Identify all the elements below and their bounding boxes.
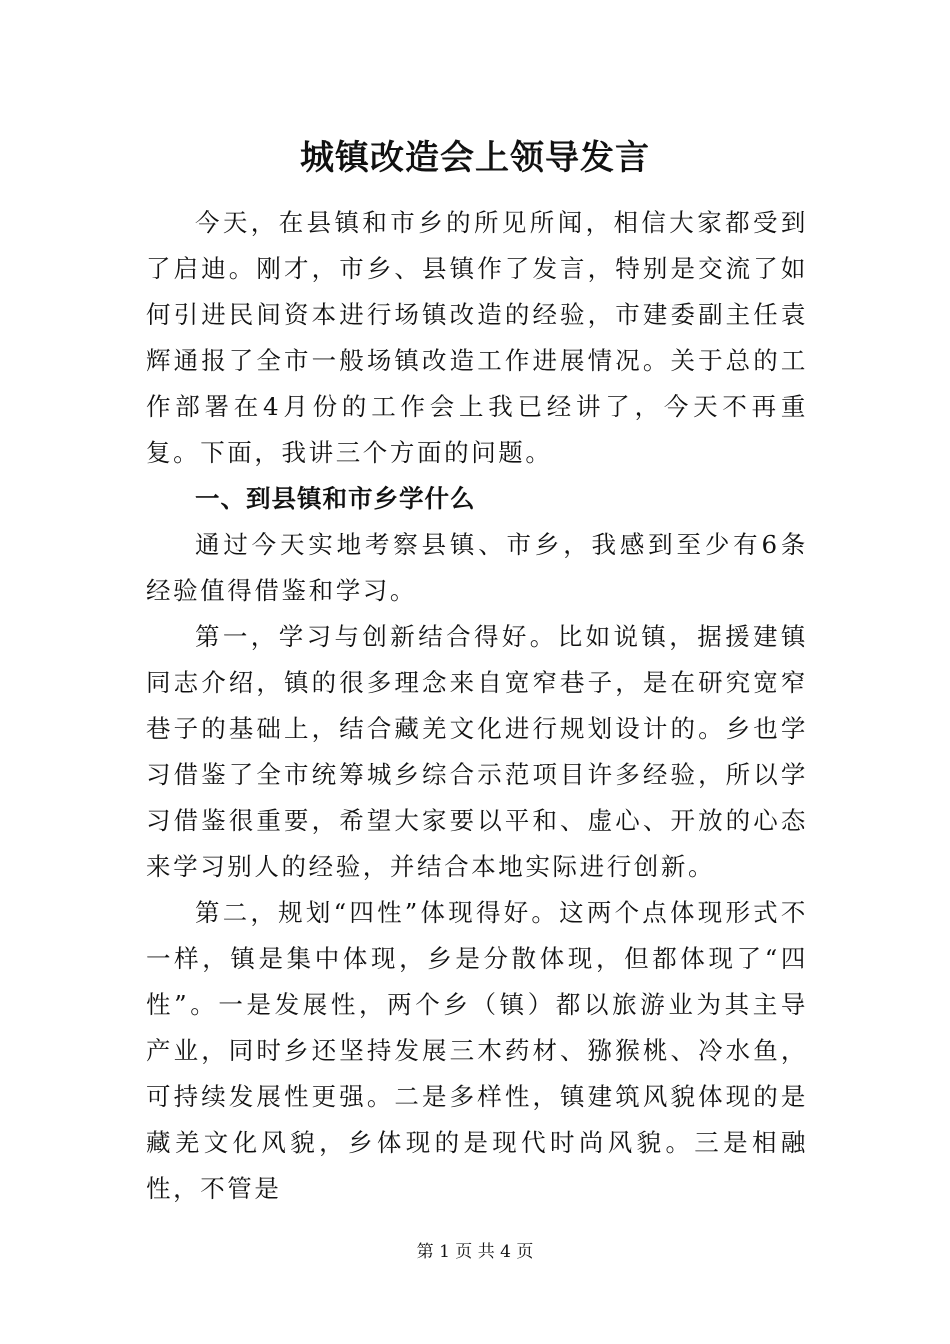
document-body — [146, 200, 808, 1212]
paragraph-experience: 通过今天实地考察县镇、市乡，我感到至少有6条经验值得借鉴和学习。 — [146, 530, 808, 605]
document-title: 城镇改造会上领导发言 — [300, 138, 650, 178]
paragraph-intro: 今天，在县镇和市乡的所见所闻，相信大家都受到了启迪。刚才，市乡、县镇作了发言，特别是交流了如何引进民间资本进行场镇改造的经验，市建委副主任袁辉通报了全市一般场镇改造工作进展情况。关于总的工作部署在4月份的工作会上我已经讲了，今天不再重复。下面，我讲三个方面的问题。 — [146, 208, 808, 467]
page-number-footer: 第 1 页 共 4 页 — [416, 1242, 534, 1262]
paragraph-second-point: 第二，规划“四性”体现得好。这两个点体现形式不一样，镇是集中体现，乡是分散体现，但都体现了“四性”。一是发展性，两个乡（镇）都以旅游业为其主导产业，同时乡还坚持发展三木药材、猕猴桃、冷水鱼，可持续发展性更强。二是多样性，镇建筑风貌体现的是藏羌文化风貌，乡体现的是现代时尚风貌。三是相融性，不管是 — [146, 898, 808, 1203]
paragraph-first-point: 第一，学习与创新结合得好。比如说镇，据援建镇同志介绍，镇的很多理念来自宽窄巷子，是在研究宽窄巷子的基础上，结合藏羌文化进行规划设计的。乡也学习借鉴了全市统筹城乡综合示范项目许多经验，所以学习借鉴很重要，希望大家要以平和、虚心、开放的心态来学习别人的经验，并结合本地实际进行创新。 — [146, 622, 808, 881]
section-heading: 一、到县镇和市乡学什么 — [195, 484, 476, 513]
